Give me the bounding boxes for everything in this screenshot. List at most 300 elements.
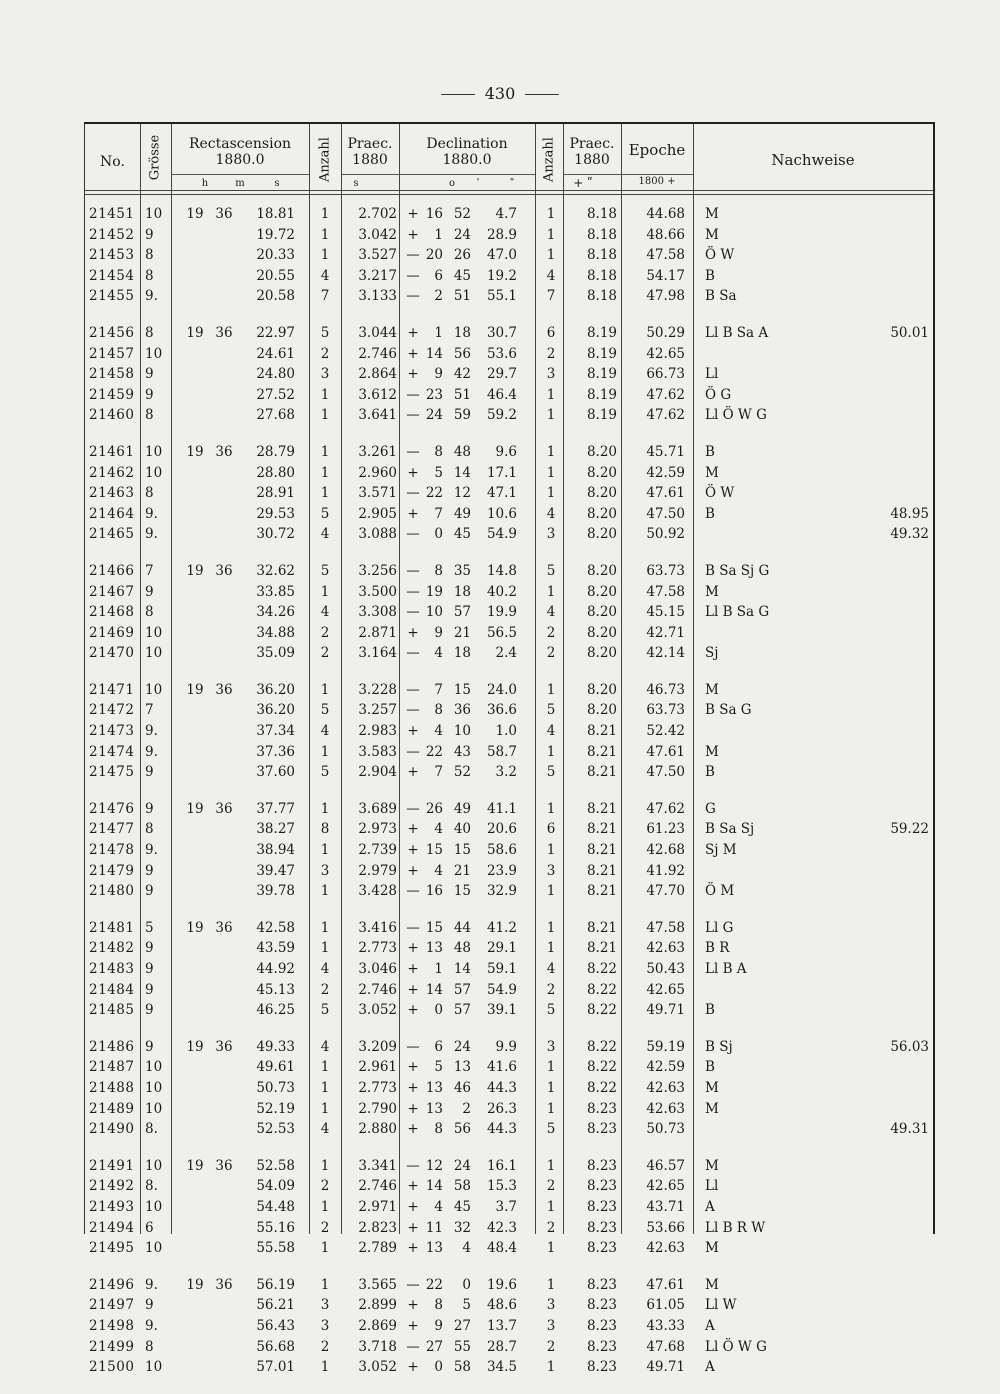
ra-minutes: 36 (215, 919, 233, 936)
ra-seconds: 56.19 (256, 1276, 295, 1293)
dec-precession: 8.23 (586, 1198, 617, 1215)
references: A (705, 1317, 715, 1334)
star-number: 21468 (89, 604, 135, 621)
ra-precession: 2.789 (358, 1240, 397, 1257)
dec-sign: + (407, 1121, 419, 1138)
dec-sign: + (407, 1198, 419, 1215)
ra-precession: 3.583 (358, 743, 397, 760)
ra-seconds: 39.78 (256, 883, 295, 900)
dec-sign: — (406, 883, 420, 900)
epoch: 47.62 (646, 407, 685, 424)
dec-minutes: 14 (453, 464, 471, 481)
dec-sign: + (407, 1178, 419, 1195)
table-row (85, 323, 933, 344)
references: Ll Ö W G (705, 407, 767, 424)
dec-minutes: 18 (453, 645, 471, 662)
dec-sign: + (407, 723, 419, 740)
dec-seconds: 55.1 (486, 288, 517, 305)
epoch: 47.98 (646, 288, 685, 305)
table-row (85, 1078, 933, 1099)
ra-precession: 3.416 (358, 919, 397, 936)
dec-seconds: 9.9 (495, 1038, 517, 1055)
magnitude: 9 (145, 800, 154, 817)
dec-degrees: 13 (425, 940, 443, 957)
ra-count: 4 (320, 961, 330, 977)
ra-count: 2 (320, 1219, 330, 1236)
dec-degrees: 2 (434, 288, 443, 305)
extra-epoch: 50.01 (890, 324, 929, 341)
dec-seconds: 3.2 (495, 764, 517, 781)
dec-precession: 8.20 (586, 604, 617, 621)
ra-count: 4 (320, 267, 330, 284)
ra-precession: 2.899 (358, 1297, 397, 1314)
dec-sign: + (407, 366, 419, 383)
dec-seconds: 28.7 (486, 1338, 517, 1355)
dec-degrees: 1 (434, 961, 443, 977)
ra-count: 1 (320, 842, 330, 859)
epoch: 47.50 (646, 764, 685, 781)
dec-precession: 8.20 (586, 562, 617, 579)
dec-minutes: 46 (453, 1079, 471, 1096)
dec-seconds: 13.7 (486, 1317, 517, 1334)
dec-minutes: 24 (453, 226, 471, 243)
references: M (705, 206, 719, 222)
table-row (85, 405, 933, 426)
dec-minutes: 52 (453, 206, 471, 222)
magnitude: 9. (145, 723, 158, 740)
ra-precession: 3.428 (358, 883, 397, 900)
ra-count: 1 (320, 485, 330, 502)
references: Ö W (705, 247, 735, 264)
references: M (705, 583, 719, 600)
dec-precession: 8.21 (586, 919, 617, 936)
dec-sign: + (407, 345, 419, 362)
references: Ll B R W (705, 1219, 766, 1236)
dec-precession: 8.21 (586, 800, 617, 817)
ra-seconds: 50.73 (256, 1079, 295, 1096)
dec-precession: 8.23 (586, 1100, 617, 1117)
ra-seconds: 46.25 (256, 1002, 295, 1019)
epoch: 46.73 (646, 681, 685, 698)
ra-count: 1 (320, 1059, 330, 1076)
ra-minutes: 36 (215, 206, 233, 222)
dec-precession: 8.21 (586, 743, 617, 760)
row-group (85, 1037, 933, 1140)
magnitude: 5 (145, 919, 154, 936)
header-praec-year: 1880 (352, 152, 388, 168)
references: B Sa Sj (705, 821, 755, 838)
dec-degrees: 4 (434, 1198, 443, 1215)
magnitude: 10 (145, 1157, 163, 1174)
epoch: 42.63 (646, 1240, 685, 1257)
header-ra-title: Rectascension (188, 136, 292, 152)
references: Ll B Sa A (705, 324, 769, 341)
dec-degrees: 4 (434, 821, 443, 838)
dec-precession: 8.23 (586, 1359, 617, 1376)
ra-count: 5 (320, 764, 330, 781)
dec-degrees: 7 (434, 764, 443, 781)
dec-degrees: 13 (425, 1079, 443, 1096)
references: B (705, 1059, 715, 1076)
ra-precession: 3.088 (358, 526, 397, 543)
magnitude: 6 (145, 1219, 154, 1236)
header-no: No. (100, 154, 125, 170)
row-group (85, 1156, 933, 1259)
ra-seconds: 34.88 (256, 624, 295, 641)
table-row (85, 602, 933, 623)
dec-sign: + (407, 961, 419, 977)
ra-count: 7 (320, 288, 330, 305)
ra-seconds: 20.55 (256, 267, 295, 284)
ra-seconds: 56.21 (256, 1297, 295, 1314)
ra-seconds: 27.68 (256, 407, 295, 424)
magnitude: 9 (145, 961, 154, 977)
epoch: 43.71 (646, 1198, 685, 1215)
star-number: 21479 (89, 862, 135, 879)
dec-degrees: 15 (425, 919, 443, 936)
star-number: 21454 (89, 267, 135, 284)
epoch: 53.66 (646, 1219, 685, 1236)
dec-sign: — (406, 562, 420, 579)
header-praec: Praec. (347, 136, 393, 152)
dec-count: 1 (546, 464, 556, 481)
dec-seconds: 46.4 (486, 386, 517, 403)
ra-precession: 2.905 (358, 505, 397, 522)
dec-seconds: 30.7 (486, 324, 517, 341)
row-group (85, 204, 933, 307)
dec-seconds: 29.1 (486, 940, 517, 957)
ra-precession: 2.904 (358, 764, 397, 781)
dec-precession: 8.21 (586, 940, 617, 957)
magnitude: 8 (145, 1338, 154, 1355)
dec-minutes: 45 (453, 1198, 471, 1215)
ra-precession: 2.880 (358, 1121, 397, 1138)
magnitude: 9. (145, 1276, 158, 1293)
dec-seconds: 15.3 (486, 1178, 517, 1195)
table-row (85, 819, 933, 840)
ra-hours: 19 (186, 1276, 204, 1293)
dec-seconds: 41.2 (486, 919, 517, 936)
header-praec-2-unit: + ʺ (573, 176, 593, 190)
dec-precession: 8.22 (586, 1059, 617, 1076)
dec-sign: — (406, 485, 420, 502)
dec-precession: 8.18 (586, 267, 617, 284)
table-row (85, 1316, 933, 1337)
row-group (85, 323, 933, 426)
dec-precession: 8.22 (586, 1038, 617, 1055)
references: B (705, 443, 715, 460)
ra-seconds: 43.59 (256, 940, 295, 957)
star-number: 21451 (89, 206, 135, 222)
table-row (85, 959, 933, 980)
dec-degrees: 8 (434, 1297, 443, 1314)
ra-seconds: 18.81 (256, 206, 295, 222)
magnitude: 9 (145, 883, 154, 900)
ra-minutes: 36 (215, 324, 233, 341)
dec-minutes: 2 (462, 1100, 471, 1117)
dec-degrees: 9 (434, 1317, 443, 1334)
dec-minutes: 15 (453, 842, 471, 859)
ra-count: 1 (320, 919, 330, 936)
dec-degrees: 8 (434, 562, 443, 579)
dec-seconds: 19.9 (486, 604, 517, 621)
dec-degrees: 4 (434, 723, 443, 740)
ra-seconds: 30.72 (256, 526, 295, 543)
table-row (85, 442, 933, 463)
ra-precession: 2.773 (358, 1079, 397, 1096)
ra-count: 1 (320, 206, 330, 222)
page-number: 430 (430, 84, 570, 103)
ra-count: 1 (320, 1198, 330, 1215)
ra-minutes: 36 (215, 1038, 233, 1055)
dec-count: 1 (546, 1059, 556, 1076)
dec-count: 4 (546, 604, 556, 621)
dec-degrees: 8 (434, 1121, 443, 1138)
dec-precession: 8.19 (586, 386, 617, 403)
table-row (85, 1119, 933, 1140)
row-group (85, 561, 933, 664)
header-ra-epoch: 1880.0 (215, 152, 265, 168)
epoch: 45.71 (646, 443, 685, 460)
dec-count: 2 (546, 645, 556, 662)
dec-precession: 8.20 (586, 526, 617, 543)
header-dec-sec: ʺ (509, 178, 515, 189)
epoch: 49.71 (646, 1002, 685, 1019)
table-row (85, 1275, 933, 1296)
dec-minutes: 21 (453, 624, 471, 641)
dec-sign: + (407, 821, 419, 838)
star-number: 21458 (89, 366, 135, 383)
magnitude: 9 (145, 862, 154, 879)
dec-minutes: 56 (453, 1121, 471, 1138)
magnitude: 9. (145, 743, 158, 760)
dec-degrees: 11 (425, 1219, 443, 1236)
star-number: 21457 (89, 345, 135, 362)
references: B Sa G (705, 702, 752, 719)
dec-degrees: 22 (425, 485, 443, 502)
ra-precession: 3.052 (358, 1359, 397, 1376)
ra-precession: 2.790 (358, 1100, 397, 1117)
dec-degrees: 5 (434, 1059, 443, 1076)
ra-hours: 19 (186, 919, 204, 936)
ra-seconds: 52.19 (256, 1100, 295, 1117)
ra-precession: 2.983 (358, 723, 397, 740)
references: Ö W (705, 485, 735, 502)
star-number: 21474 (89, 743, 135, 760)
dec-minutes: 26 (453, 247, 471, 264)
table-row (85, 918, 933, 939)
header-ra-s: s (274, 178, 280, 189)
references: B R (705, 940, 730, 957)
magnitude: 9. (145, 1317, 158, 1334)
ra-precession: 2.823 (358, 1219, 397, 1236)
dec-degrees: 14 (425, 981, 443, 998)
header-praec-2: Praec. (569, 136, 615, 152)
ra-seconds: 38.27 (256, 821, 295, 838)
magnitude: 10 (145, 1198, 163, 1215)
epoch: 42.63 (646, 1100, 685, 1117)
ra-minutes: 36 (215, 681, 233, 698)
ra-count: 1 (320, 681, 330, 698)
dec-precession: 8.18 (586, 226, 617, 243)
table-row (85, 463, 933, 484)
ra-precession: 2.971 (358, 1198, 397, 1215)
dec-seconds: 58.7 (486, 743, 517, 760)
star-number: 21488 (89, 1079, 135, 1096)
dec-seconds: 48.4 (486, 1240, 517, 1257)
epoch: 47.50 (646, 505, 685, 522)
dec-count: 4 (546, 505, 556, 522)
references: M (705, 226, 719, 243)
dec-sign: — (406, 919, 420, 936)
table-row (85, 799, 933, 820)
star-number: 21490 (89, 1121, 135, 1138)
dec-precession: 8.19 (586, 407, 617, 424)
dec-seconds: 56.5 (486, 624, 517, 641)
table-row (85, 1295, 933, 1316)
ra-count: 2 (320, 645, 330, 662)
dec-degrees: 27 (425, 1338, 443, 1355)
ra-minutes: 36 (215, 443, 233, 460)
table-row (85, 225, 933, 246)
ra-seconds: 32.62 (256, 562, 295, 579)
extra-epoch: 56.03 (890, 1038, 929, 1055)
dec-count: 5 (546, 764, 556, 781)
dec-seconds: 28.9 (486, 226, 517, 243)
star-number: 21464 (89, 505, 135, 522)
epoch: 50.43 (646, 961, 685, 977)
dec-sign: — (406, 247, 420, 264)
dec-minutes: 59 (453, 407, 471, 424)
table-row (85, 1000, 933, 1021)
dec-sign: — (406, 267, 420, 284)
ra-precession: 2.973 (358, 821, 397, 838)
star-number: 21491 (89, 1157, 135, 1174)
magnitude: 9 (145, 386, 154, 403)
epoch: 47.61 (646, 485, 685, 502)
dec-count: 1 (546, 1198, 556, 1215)
dec-seconds: 48.6 (486, 1297, 517, 1314)
table-row (85, 1099, 933, 1120)
ra-minutes: 36 (215, 562, 233, 579)
ra-count: 2 (320, 345, 330, 362)
epoch: 42.63 (646, 940, 685, 957)
epoch: 46.57 (646, 1157, 685, 1174)
dec-sign: + (407, 1059, 419, 1076)
ra-seconds: 37.34 (256, 723, 295, 740)
ra-count: 3 (320, 862, 330, 879)
dec-minutes: 52 (453, 764, 471, 781)
ra-precession: 3.571 (358, 485, 397, 502)
star-number: 21494 (89, 1219, 135, 1236)
ra-seconds: 42.58 (256, 919, 295, 936)
dec-count: 1 (546, 800, 556, 817)
header-nachweise: Nachweise (771, 151, 855, 169)
dec-seconds: 39.1 (486, 1002, 517, 1019)
ra-precession: 2.960 (358, 464, 397, 481)
star-number: 21481 (89, 919, 135, 936)
dec-count: 3 (546, 1038, 556, 1055)
dec-sign: + (407, 1240, 419, 1257)
ra-precession: 3.256 (358, 562, 397, 579)
dec-precession: 8.19 (586, 324, 617, 341)
dec-seconds: 41.1 (486, 800, 517, 817)
ra-seconds: 20.33 (256, 247, 295, 264)
header-anzahl-2: Anzahl (541, 137, 557, 182)
magnitude: 10 (145, 645, 163, 662)
dec-degrees: 23 (425, 386, 443, 403)
ra-precession: 3.228 (358, 681, 397, 698)
dec-count: 1 (546, 1240, 556, 1257)
table-row (85, 1176, 933, 1197)
magnitude: 10 (145, 681, 163, 698)
table-row (85, 742, 933, 763)
dec-count: 1 (546, 1359, 556, 1376)
star-number: 21473 (89, 723, 135, 740)
dec-sign: — (406, 702, 420, 719)
table-row (85, 643, 933, 664)
references: B Sa (705, 288, 737, 305)
ra-precession: 2.746 (358, 981, 397, 998)
dec-sign: — (406, 1276, 420, 1293)
dec-sign: + (407, 226, 419, 243)
magnitude: 9. (145, 288, 158, 305)
star-number: 21500 (89, 1359, 135, 1376)
dec-seconds: 19.6 (486, 1276, 517, 1293)
dec-precession: 8.20 (586, 464, 617, 481)
star-number: 21452 (89, 226, 135, 243)
epoch: 42.65 (646, 1178, 685, 1195)
references: Ll (705, 366, 719, 383)
dec-count: 1 (546, 1276, 556, 1293)
ra-precession: 3.612 (358, 386, 397, 403)
dec-precession: 8.23 (586, 1338, 617, 1355)
references: Ll B Sa G (705, 604, 770, 621)
dec-count: 5 (546, 1121, 556, 1138)
dec-sign: + (407, 1219, 419, 1236)
ra-seconds: 49.61 (256, 1059, 295, 1076)
ra-count: 1 (320, 386, 330, 403)
dec-seconds: 1.0 (495, 723, 517, 740)
dec-seconds: 19.2 (486, 267, 517, 284)
dec-count: 7 (546, 288, 556, 305)
dec-minutes: 45 (453, 526, 471, 543)
table-row (85, 1197, 933, 1218)
dec-minutes: 15 (453, 681, 471, 698)
dec-precession: 8.21 (586, 842, 617, 859)
magnitude: 10 (145, 464, 163, 481)
dec-count: 3 (546, 1297, 556, 1314)
dec-minutes: 27 (453, 1317, 471, 1334)
row-group (85, 680, 933, 783)
row-group (85, 1275, 933, 1378)
ra-minutes: 36 (215, 1157, 233, 1174)
epoch: 54.17 (646, 267, 685, 284)
dec-precession: 8.23 (586, 1219, 617, 1236)
references: Ö G (705, 386, 732, 403)
header-praec-2-year: 1880 (574, 152, 610, 168)
dec-minutes: 49 (453, 505, 471, 522)
dec-count: 1 (546, 206, 556, 222)
dec-minutes: 15 (453, 883, 471, 900)
magnitude: 10 (145, 1240, 163, 1257)
ra-seconds: 35.09 (256, 645, 295, 662)
dec-seconds: 54.9 (486, 526, 517, 543)
dec-minutes: 35 (453, 562, 471, 579)
header-ra-h: h (201, 178, 209, 189)
epoch: 50.29 (646, 324, 685, 341)
magnitude: 8 (145, 407, 154, 424)
